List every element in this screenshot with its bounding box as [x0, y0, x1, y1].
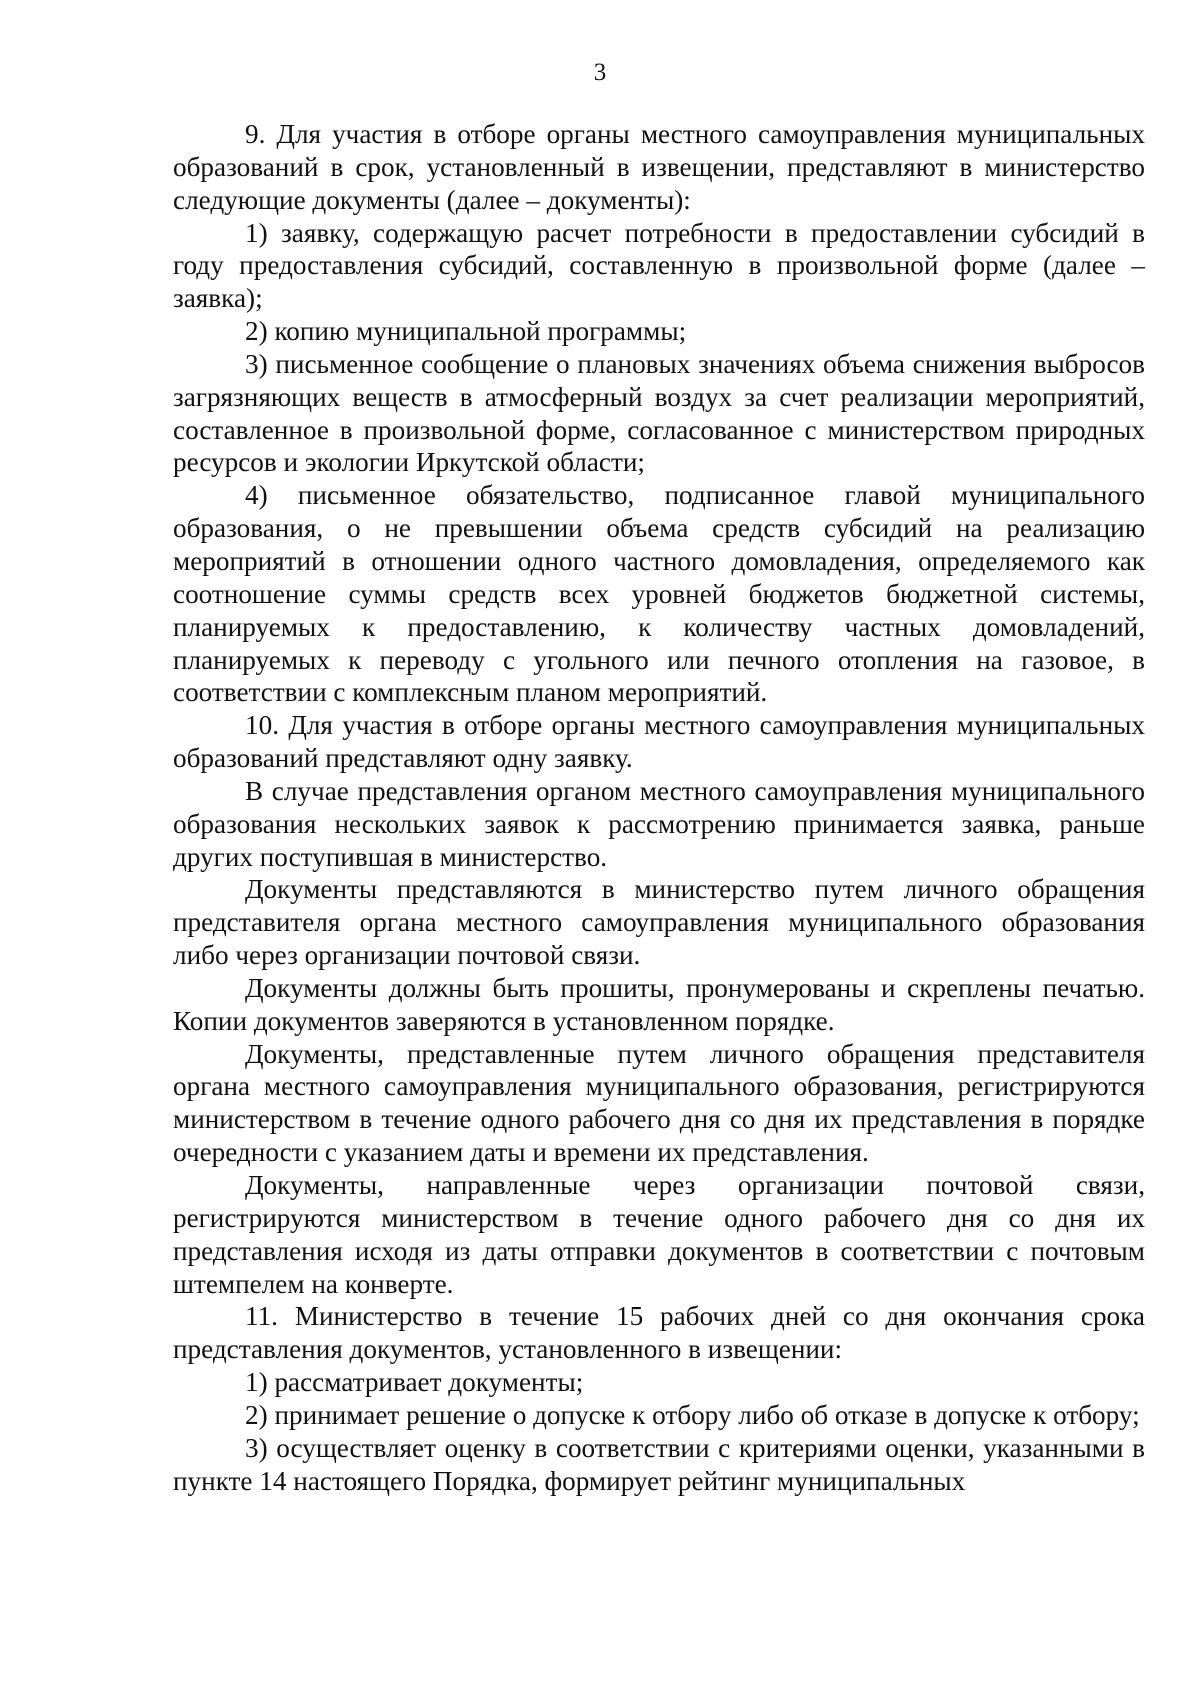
paragraph-10: 10. Для участия в отборе органы местного самоуправления муниципальных образований представляют одну заявку. [173, 710, 1145, 774]
list-item-evaluation: 3) осуществляет оценку в соответствии с критериями оценки, указанными в пункте 14 настоящего Порядка, формирует рейтинг муниципальных [173, 1432, 1145, 1496]
list-item-application: 1) заявку, содержащую расчет потребности в предоставлении субсидий в году предоставления субсидий, составленную в произвольной форме (далее – заявка); [173, 217, 1145, 314]
paragraph-11: 11. Министерство в течение 15 рабочих дней со дня окончания срока представления документов, установленного в извещении: [173, 1301, 1145, 1365]
list-item-program-copy: 2) копию муниципальной программы; [245, 316, 687, 347]
paragraph-personal-registration: Документы, представленные путем личного обращения представителя органа местного самоуправления муниципального образования, регистрируются министерством в течение одного рабочего дня со дня их представления в порядке очередности с указанием даты и времени их представления. [173, 1038, 1145, 1168]
page-number: 3 [593, 59, 607, 86]
paragraph-submission-method: Документы представляются в министерство путем личного обращения представителя органа местного самоуправления муниципального образования либо через организации почтовой связи. [173, 874, 1145, 971]
paragraph-9: 9. Для участия в отборе органы местного самоуправления муниципальных образований в срок, установленный в извещении, представляют в министерство следующие документы (далее – документы): [173, 119, 1145, 215]
list-item-admission-decision: 2) принимает решение о допуске к отбору либо об отказе в допуске к отбору; [245, 1399, 1140, 1430]
paragraph-postal-registration: Документы, направленные через организации почтовой связи, регистрируются министерством в течение одного рабочего дня со дня их представления исходя из даты отправки документов в соответствии с почтовым штемпелем на конверте. [173, 1170, 1145, 1299]
list-item-emissions-report: 3) письменное сообщение о плановых значениях объема снижения выбросов загрязняющих веществ в атмосферный воздух за счет реализации мероприятий, составленное в произвольной форме, согласованное с министерством природных ресурсов и экологии Иркутской области; [173, 348, 1145, 478]
document-body [173, 118, 1145, 1497]
list-item-review: 1) рассматривает документы; [245, 1367, 584, 1398]
list-item-obligation: 4) письменное обязательство, подписанное главой муниципального образования, о не превышении объема средств субсидий на реализацию мероприятий в отношении одного частного домовладения, определяемого как соотношение суммы средств всех уровней бюджетов бюджетной системы, планируемых к предоставлению, к количеству частных домовладений, планируемых к переводу с угольного или печного отопления на газовое, в соответствии с комплексным планом мероприятий. [173, 480, 1145, 708]
paragraph-binding-requirements: Документы должны быть прошиты, пронумерованы и скреплены печатью. Копии документов заверяются в установленном порядке. [173, 972, 1145, 1036]
paragraph-multiple-applications: В случае представления органом местного самоуправления муниципального образования нескольких заявок к рассмотрению принимается заявка, раньше других поступившая в министерство. [173, 775, 1145, 872]
